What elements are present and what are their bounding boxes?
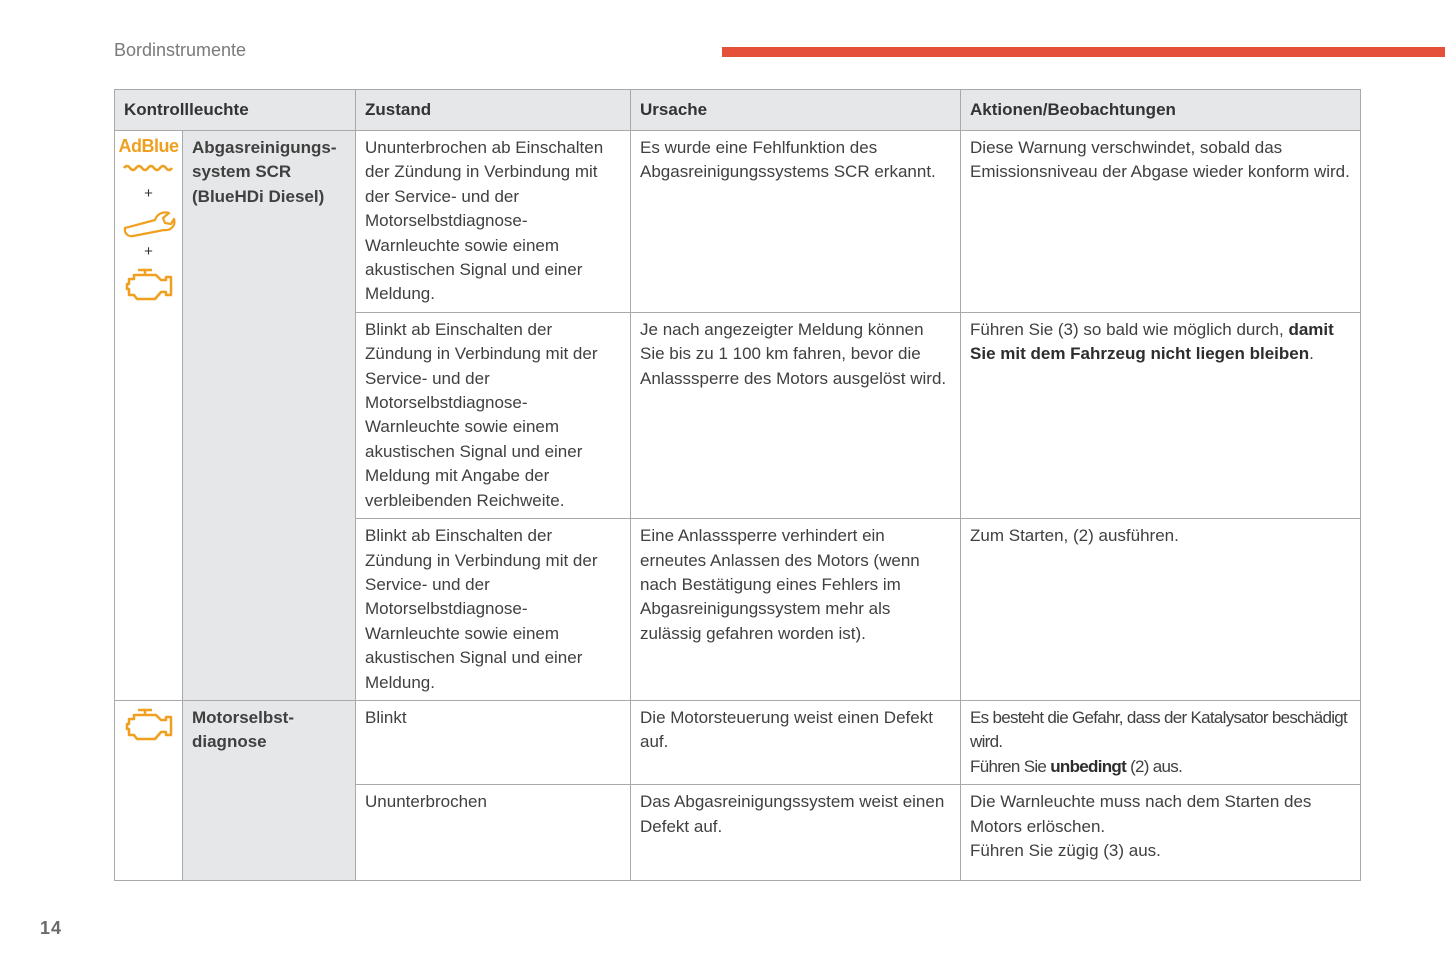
ursache-cell: Das Abgasreinigungssystem weist einen Defekt auf. bbox=[631, 785, 961, 881]
aktion-text: Es besteht die Gefahr, dass der Katalysator beschädigt wird. bbox=[970, 707, 1348, 752]
name-line: Abgasreinigungs- bbox=[192, 138, 337, 157]
aktion-cell: Zum Starten, (2) ausführen. bbox=[961, 519, 1361, 701]
aktion-text: Führen Sie (3) so bald wie möglich durch, bbox=[970, 319, 1289, 339]
ursache-cell: Eine Anlasssperre verhindert ein erneutes Anlassen des Motors (wenn nach Bestätigung eines Fehlers im Abgasreinigungssystem mehr als zulässig gefahren worden ist). bbox=[631, 519, 961, 701]
zustand-cell: Blinkt bbox=[356, 700, 631, 784]
aktion-text: Führen Sie zügig (3) aus. bbox=[970, 840, 1161, 860]
header-kontrollleuchte: Kontrollleuchte bbox=[115, 90, 356, 131]
aktion-cell bbox=[961, 312, 1361, 518]
aktion-cell: Diese Warnung verschwindet, sobald das Emissionsniveau der Abgase wieder konform wird. bbox=[961, 131, 1361, 313]
zustand-cell: Blinkt ab Einschalten der Zündung in Verbindung mit der Service- und der Motorselbstdiagnose-Warnleuchte sowie einem akustischen Signal und einer Meldung. bbox=[356, 519, 631, 701]
scr-icon-cell bbox=[115, 131, 183, 701]
aktion-text: (2) aus. bbox=[1126, 756, 1183, 776]
warning-lamp-table bbox=[114, 89, 1361, 881]
page-number: 14 bbox=[40, 918, 63, 938]
zustand-cell: Blinkt ab Einschalten der Zündung in Verbindung mit der Service- und der Motorselbstdiagnose-Warnleuchte sowie einem akustischen Signal und einer Meldung mit Angabe der verbleibenden Reichweite. bbox=[356, 312, 631, 518]
aktion-text: . bbox=[1309, 344, 1314, 364]
name-line: system SCR bbox=[192, 162, 292, 182]
zustand-cell: Ununterbrochen bbox=[356, 785, 631, 881]
ursache-cell: Die Motorsteuerung weist einen Defekt auf. bbox=[631, 700, 961, 784]
aktion-cell bbox=[961, 700, 1361, 784]
name-line: Motorselbst- bbox=[192, 707, 294, 727]
aktion-text: Führen Sie bbox=[970, 756, 1051, 776]
engine-icon bbox=[124, 706, 174, 744]
plus-sign: + bbox=[144, 185, 153, 203]
section-title: Bordinstrumente bbox=[114, 40, 247, 60]
header-zustand: Zustand bbox=[356, 90, 631, 131]
wrench-icon bbox=[121, 208, 177, 238]
ursache-cell: Je nach angezeigter Meldung können Sie bis zu 1 100 km fahren, bevor die Anlasssperre des Motors ausgelöst wird. bbox=[631, 312, 961, 518]
name-line: diagnose bbox=[192, 732, 267, 752]
aktion-cell bbox=[961, 785, 1361, 881]
scr-system-name bbox=[183, 131, 356, 701]
plus-sign: + bbox=[144, 243, 153, 261]
table-header-row bbox=[115, 90, 1361, 131]
name-line: (BlueHDi Diesel) bbox=[192, 186, 325, 206]
zustand-cell: Ununterbrochen ab Einschalten der Zündung in Verbindung mit der Service- und der Motorselbstdiagnose-Warnleuchte sowie einem akustischen Signal und einer Meldung. bbox=[356, 131, 631, 313]
engine-icon bbox=[124, 266, 174, 304]
aktion-emphasis: damit Sie mit dem Fahrzeug nicht liegen bleiben bbox=[970, 319, 1334, 364]
header-aktionen: Aktionen/Beobachtungen bbox=[961, 90, 1361, 131]
adblue-label: AdBlue bbox=[118, 136, 179, 156]
accent-bar bbox=[722, 47, 1445, 57]
header-ursache: Ursache bbox=[631, 90, 961, 131]
ursache-cell: Es wurde eine Fehlfunktion des Abgasreinigungssystems SCR erkannt. bbox=[631, 131, 961, 313]
table-row bbox=[115, 700, 1361, 784]
aktion-text: Die Warnleuchte muss nach dem Starten des Motors erlöschen. bbox=[970, 792, 1312, 836]
adblue-icon bbox=[119, 136, 179, 180]
table-row bbox=[115, 131, 1361, 313]
motor-icon-cell bbox=[115, 700, 183, 880]
aktion-emphasis: unbedingt bbox=[1050, 756, 1127, 776]
motor-diagnose-name bbox=[183, 700, 356, 880]
adblue-wave-icon bbox=[122, 163, 176, 173]
